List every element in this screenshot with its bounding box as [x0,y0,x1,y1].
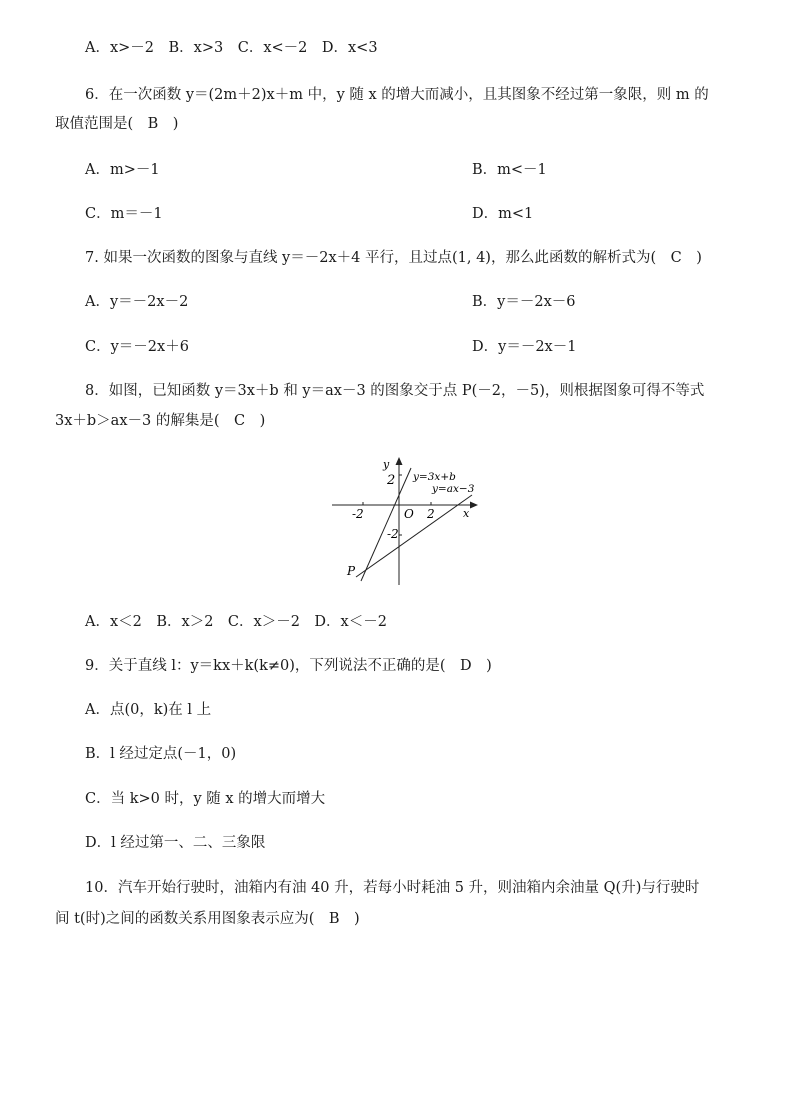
q5-options: A．x>－2 B．x>3 C．x<－2 D．x<3 [85,40,378,56]
q10-stem-line1: 10．汽车开始行驶时，油箱内有油 40 升，若每小时耗油 5 升，则油箱内余油量 Q(升)与行驶时 [85,880,700,896]
tick-label-y-pos: 2 [387,473,396,488]
q6-option-c: C．m＝－1 [85,206,163,222]
point-p-label: P [347,564,356,578]
x-axis-arrow [470,502,478,509]
q6-stem-line1: 6．在一次函数 y＝(2m＋2)x＋m 中，y 随 x 的增大而减小，且其图象不经过第一象限，则 m 的 [85,87,709,103]
line2-label: y=ax−3 [432,483,475,495]
q7-option-b: B．y＝－2x－6 [472,294,576,310]
line-y-3x-plus-b [361,468,411,581]
origin-label: O [404,507,414,521]
y-axis-arrow [396,457,403,465]
q7-option-a: A．y＝－2x－2 [85,294,189,310]
q8-stem-line1: 8．如图，已知函数 y＝3x＋b 和 y＝ax－3 的图象交于点 P(－2，－5)，则根据图象可得不等式 [85,383,705,399]
q6-option-a: A．m>－1 [85,162,160,178]
q9-option-c: C．当 k>0 时，y 随 x 的增大而增大 [85,791,326,807]
q10-stem-line2: 间 t(时)之间的函数关系用图象表示应为( B ) [55,911,360,927]
tick-label-x-neg: -2 [352,507,364,521]
q6-option-b: B．m<－1 [472,162,547,178]
x-axis-label: x [463,507,470,520]
q9-stem-line1: 9．关于直线 l：y＝kx＋k(k≠0)，下列说法不正确的是( D ) [85,658,492,674]
tick-label-x-pos: 2 [427,507,435,521]
q8-options: A．x＜2 B．x＞2 C．x＞－2 D．x＜－2 [85,614,387,630]
line-y-ax-minus-3 [356,495,472,577]
q9-option-d: D．l 经过第一、二、三象限 [85,835,266,851]
tick-label-y-neg: -2 [387,527,399,541]
q9-option-b: B．l 经过定点(－1，0) [85,746,237,762]
y-axis-label: y [383,458,390,471]
q6-option-d: D．m<1 [472,206,534,222]
q7-stem-line1: 7. 如果一次函数的图象与直线 y＝－2x＋4 平行，且过点(1, 4)，那么此函数的解析式为( C ) [85,250,702,266]
q9-option-a: A．点(0，k)在 l 上 [85,702,212,718]
q8-stem-line2: 3x＋b＞ax－3 的解集是( C ) [55,413,266,429]
q8-function-graph [330,455,490,590]
q7-option-c: C．y＝－2x＋6 [85,339,189,355]
q6-stem-line2: 取值范围是( B ) [55,116,179,132]
q7-option-d: D．y＝－2x－1 [472,339,577,355]
line1-label: y=3x+b [413,471,456,483]
